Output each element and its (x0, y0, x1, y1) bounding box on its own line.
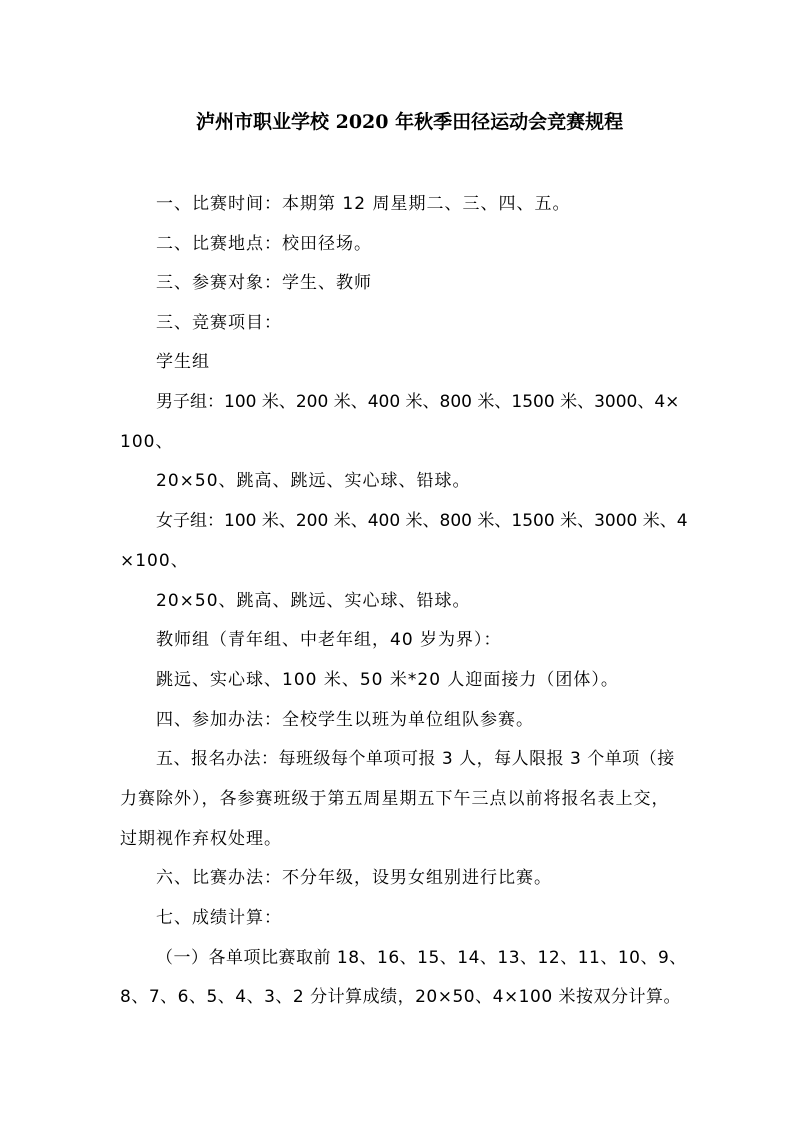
paragraph-line: 七、成绩计算： (156, 908, 282, 928)
document-title: 泸州市职业学校 2020 年秋季田径运动会竞赛规程 (196, 111, 624, 133)
paragraph-line: 过期视作弃权处理。 (120, 829, 282, 849)
paragraph-line: 五、报名办法：每班级每个单项可报 3 人，每人限报 3 个单项（接 (156, 749, 675, 769)
paragraph-line: 力赛除外），各参赛班级于第五周星期五下午三点以前将报名表上交， (120, 789, 670, 809)
paragraph-line: 六、比赛办法：不分年级，设男女组别进行比赛。 (156, 868, 552, 888)
paragraph-line: 四、参加办法：全校学生以班为单位组队参赛。 (156, 710, 534, 730)
paragraph-line: 跳远、实心球、100 米、50 米*20 人迎面接力（团体）。 (156, 670, 619, 690)
paragraph-line: 一、比赛时间：本期第 12 周星期二、三、四、五。 (156, 194, 571, 214)
paragraph-line: （一）各单项比赛取前 18、16、15、14、13、12、11、10、9、 (156, 948, 687, 968)
paragraph-line: 学生组 (156, 352, 210, 372)
paragraph-line: 男子组：100 米、200 米、400 米、800 米、1500 米、3000、4× (156, 392, 680, 412)
paragraph-line: 女子组：100 米、200 米、400 米、800 米、1500 米、3000 米、4 (156, 511, 688, 531)
paragraph-line: 教师组（青年组、中老年组，40 岁为界）： (156, 630, 502, 650)
paragraph-line: ×100、 (120, 551, 189, 571)
paragraph-line: 二、比赛地点：校田径场。 (156, 234, 372, 254)
paragraph-line: 100、 (120, 432, 174, 452)
paragraph-line: 8、7、6、5、4、3、2 分计算成绩，20×50、4×100 米按双分计算。 (120, 987, 682, 1007)
paragraph-line: 三、参赛对象：学生、教师 (156, 273, 372, 293)
paragraph-line: 三、竞赛项目： (156, 313, 282, 333)
paragraph-line: 20×50、跳高、跳远、实心球、铅球。 (156, 471, 471, 491)
paragraph-line: 20×50、跳高、跳远、实心球、铅球。 (156, 591, 471, 611)
